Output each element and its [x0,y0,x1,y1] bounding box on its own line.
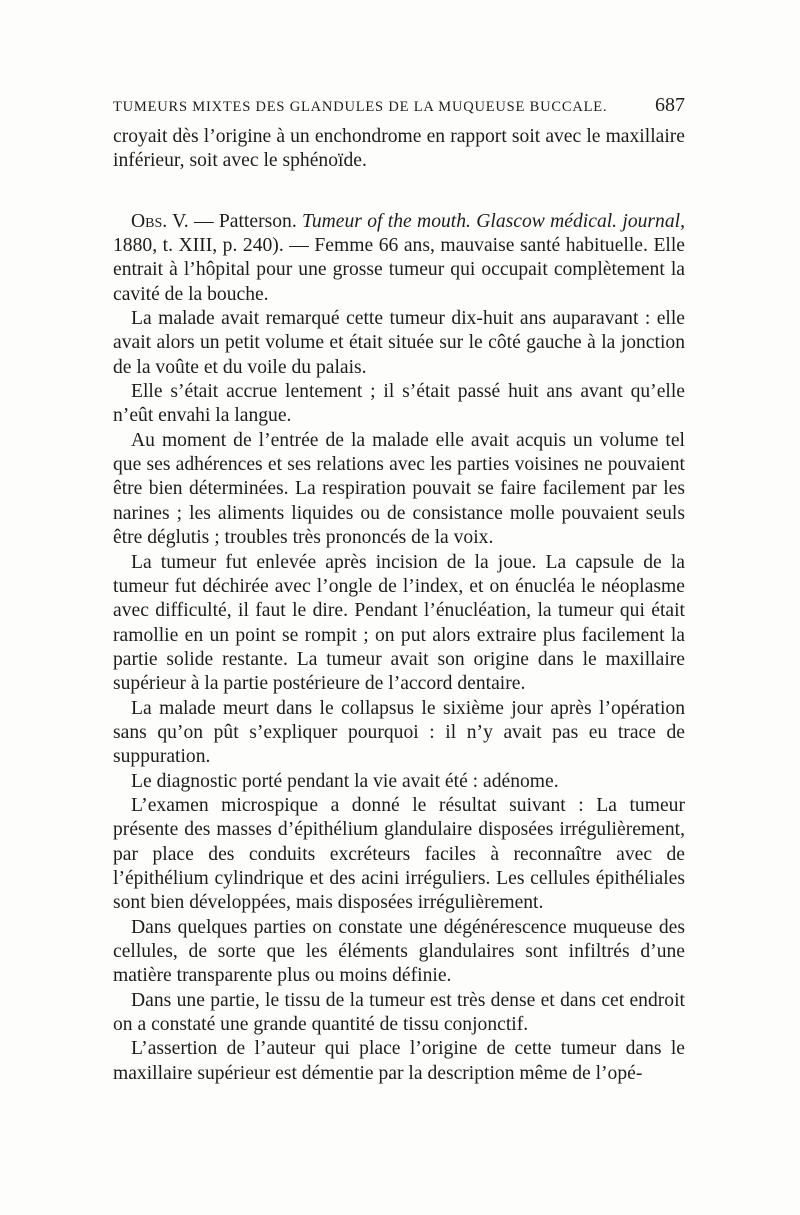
observation-journal: Glascow médical. journal, [476,210,685,232]
intro-paragraph: croyait dès l’origine à un enchondrome en rapport soit avec le maxillaire inférieur, soit avec le sphénoïde. [113,126,685,172]
observation-text: — Femme 66 ans, mauvaise santé habituelle. Elle entrait à l’hôpital pour une grosse tumeur qui occupait complètement la cavité de la bouche. [113,235,685,305]
page-number: 687 [655,94,685,116]
paragraph: L’assertion de l’auteur qui place l’origine de cette tumeur dans le maxillaire supérieur est démentie par la description même de l’opé- [113,1038,685,1084]
page-body [113,125,685,1086]
observation-paragraph [113,210,685,307]
paragraph: L’examen microspique a donné le résultat suivant : La tumeur présente des masses d’épithélium glandulaire disposées irrégulièrement, par place des conduits excréteurs faciles à reconnaître avec de l’épithélium cylindrique et des acini irréguliers. Les cellules épithéliales sont bien développées, mais disposées irrégulièrement. [113,794,685,914]
paragraph: Dans quelques parties on constate une dégénérescence muqueuse des cellules, de sorte que les éléments glandulaires sont infiltrés d’une matière transparente plus ou moins définie. [113,916,685,987]
paragraph: La malade meurt dans le collapsus le sixième jour après l’opération sans qu’on pût s’expliquer pourquoi : il n’y avait pas eu trace de suppuration. [113,697,685,768]
observation-title: Tumeur of the mouth. [302,210,471,232]
paragraph: Dans une partie, le tissu de la tumeur est très dense et dans cet endroit on a constaté une grande quantité de tissu conjonctif. [113,989,685,1036]
running-title: TUMEURS MIXTES DES GLANDULES DE LA MUQUEUSE BUCCALE. [113,99,608,115]
paragraph: Au moment de l’entrée de la malade elle avait acquis un volume tel que ses adhérences et ses relations avec les parties voisines ne pouvaient être bien déterminées. La respiration pouvait se faire facilement par les narines ; les aliments liquides ou de consistance molle pouvaient seuls être déglutis ; troubles très prononcés de la voix. [113,429,685,549]
paragraph: La malade avait remarqué cette tumeur dix-huit ans auparavant : elle avait alors un petit volume et était située sur le côté gauche à la jonction de la voûte et du voile du palais. [113,308,685,378]
paragraph: La tumeur fut enlevée après incision de la joue. La capsule de la tumeur fut déchirée avec l’ongle de l’index, et on énucléa le néoplasme avec difficulté, il faut le dire. Pendant l’énucléation, la tumeur qui était ramollie en un point se rompit ; on put alors extraire plus facilement la partie solide restante. La tumeur avait son origine dans le maxillaire supérieur à la partie postérieure de l’accord dentaire. [113,551,685,695]
observation-author: — Patterson. [193,210,297,232]
paragraph: Le diagnostic porté pendant la vie avait été : adénome. [131,770,559,792]
paragraph: Elle s’était accrue lentement ; il s’était passé huit ans avant qu’elle n’eût envahi la langue. [113,381,685,427]
observation-reference: 1880, t. XIII, p. 240). [113,235,284,257]
observation-label: Obs. V. [131,210,189,232]
running-header [113,94,685,117]
